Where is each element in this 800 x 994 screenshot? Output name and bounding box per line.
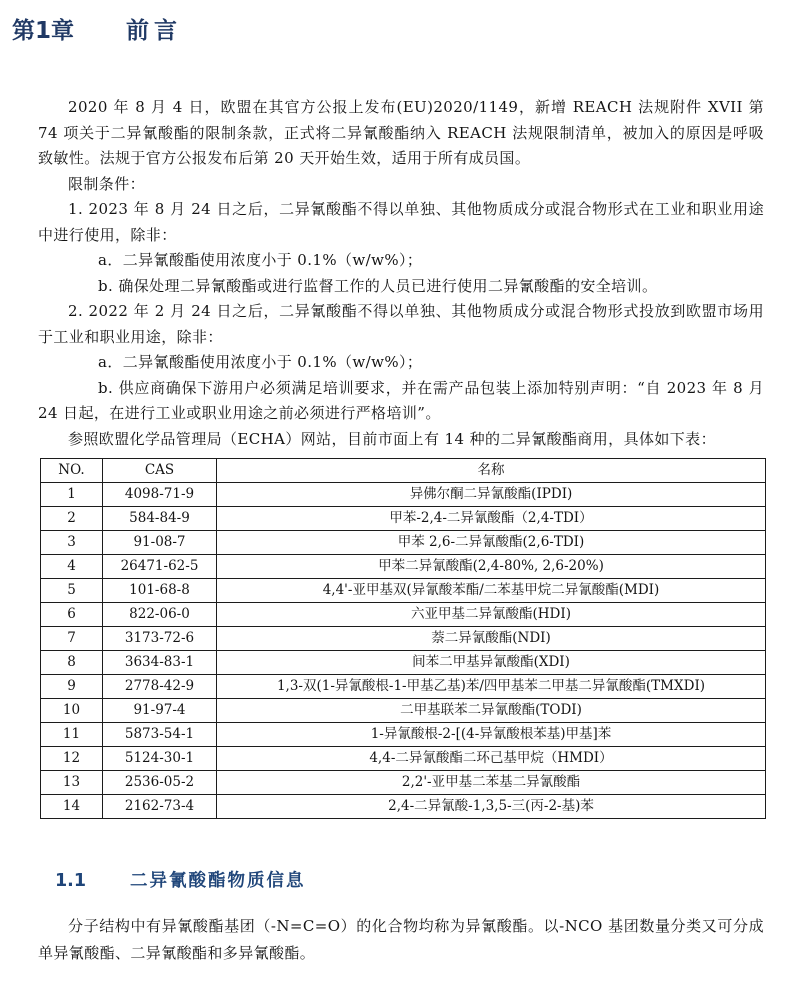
table-cell: 甲苯 2,6-二异氰酸酯(2,6-TDI): [217, 531, 766, 555]
table-cell: 甲苯二异氰酸酯(2,4-80%, 2,6-20%): [217, 555, 766, 579]
table-row: [41, 555, 766, 579]
table-cell: 584-84-9: [103, 507, 217, 531]
table-cell: 3173-72-6: [103, 627, 217, 651]
table-cell: 2,2'-亚甲基二苯基二异氰酸酯: [217, 771, 766, 795]
column-header: CAS: [103, 459, 217, 483]
table-cell: 5873-54-1: [103, 723, 217, 747]
table-body: [41, 483, 766, 819]
table-cell: 1-异氰酸根-2-[(4-异氰酸根苯基)甲基]苯: [217, 723, 766, 747]
table-row: [41, 699, 766, 723]
table-row: [41, 507, 766, 531]
paragraph: 分子结构中有异氰酸酯基团（-N=C=O）的化合物均称为异氰酸酯。以-NCO 基团数量分类又可分成单异氰酸酯、二异氰酸酯和多异氰酸酯。: [38, 917, 764, 962]
paragraph: 2020 年 8 月 4 日，欧盟在其官方公报上发布(EU)2020/1149，新增 REACH 法规附件 XVII 第 74 项关于二异氰酸酯的限制条款，正式将二异氰酸酯纳入 REACH 法规限制清单，被加入的原因是呼吸致敏性。法规于官方公报发布后第 20 天开始生效，适用于所有成员国。: [38, 98, 764, 167]
table-cell: 1,3-双(1-异氰酸根-1-甲基乙基)苯/四甲基苯二甲基二异氰酸酯(TMXDI): [217, 675, 766, 699]
table-cell: 5124-30-1: [103, 747, 217, 771]
table-cell: 11: [41, 723, 103, 747]
table-header: [41, 459, 766, 483]
table-row: [41, 579, 766, 603]
table-cell: 26471-62-5: [103, 555, 217, 579]
chapter-number: 第1章: [12, 18, 75, 44]
paragraph: b. 确保处理二异氰酸酯或进行监督工作的人员已进行使用二异氰酸酯的安全培训。: [98, 276, 658, 295]
paragraph: a．二异氰酸酯使用浓度小于 0.1%（w/w%）；: [98, 251, 423, 269]
table-cell: 4,4-二异氰酸酯二环己基甲烷（HMDI）: [217, 747, 766, 771]
table-cell: 3634-83-1: [103, 651, 217, 675]
chapter-title: [12, 16, 800, 46]
table-cell: 6: [41, 603, 103, 627]
table-cell: 10: [41, 699, 103, 723]
paragraph: a．二异氰酸酯使用浓度小于 0.1%（w/w%）；: [98, 353, 423, 371]
column-header: 名称: [217, 459, 766, 483]
table-cell: 4: [41, 555, 103, 579]
section-paragraphs: [38, 913, 764, 967]
table-row: [41, 675, 766, 699]
paragraph: b. 供应商确保下游用户必须满足培训要求，并在需产品包装上添加特别声明：“自 2023 年 8 月 24 日起，在进行工业或职业用途之前必须进行严格培训”。: [38, 378, 764, 422]
chapter-title-text: 前言: [126, 18, 183, 44]
table-row: [41, 603, 766, 627]
table-cell: 4098-71-9: [103, 483, 217, 507]
table-header-row: [41, 459, 766, 483]
table-row: [41, 723, 766, 747]
table-cell: 12: [41, 747, 103, 771]
column-header: NO.: [41, 459, 103, 483]
table-row: [41, 795, 766, 819]
table-cell: 101-68-8: [103, 579, 217, 603]
section-heading-text: 二异氰酸酯物质信息: [130, 871, 306, 891]
table-row: [41, 771, 766, 795]
table-cell: 3: [41, 531, 103, 555]
paragraph: 限制条件：: [68, 174, 146, 193]
table-row: [41, 747, 766, 771]
section-heading: [55, 869, 764, 893]
table-cell: 2: [41, 507, 103, 531]
table-cell: 14: [41, 795, 103, 819]
table-cell: 822-06-0: [103, 603, 217, 627]
paragraph: 参照欧盟化学品管理局（ECHA）网站，目前市面上有 14 种的二异氰酸酯商用，具体如下表：: [68, 429, 716, 448]
table-cell: 2162-73-4: [103, 795, 217, 819]
diisocyanate-table: [40, 458, 766, 819]
paragraph: 2. 2022 年 2 月 24 日之后，二异氰酸酯不得以单独、其他物质成分或混合物形式投放到欧盟市场用于工业和职业用途，除非：: [38, 302, 764, 346]
table-cell: 91-97-4: [103, 699, 217, 723]
table-cell: 2,4-二异氰酸-1,3,5-三(丙-2-基)苯: [217, 795, 766, 819]
table-row: [41, 627, 766, 651]
table-cell: 91-08-7: [103, 531, 217, 555]
table-cell: 13: [41, 771, 103, 795]
table-cell: 4,4'-亚甲基双(异氰酸苯酯/二苯基甲烷二异氰酸酯(MDI): [217, 579, 766, 603]
intro-paragraphs: [38, 95, 764, 452]
table-cell: 萘二异氰酸酯(NDI): [217, 627, 766, 651]
table-cell: 2536-05-2: [103, 771, 217, 795]
table-cell: 六亚甲基二异氰酸酯(HDI): [217, 603, 766, 627]
table-row: [41, 531, 766, 555]
table-cell: 2778-42-9: [103, 675, 217, 699]
table-row: [41, 651, 766, 675]
table-cell: 1: [41, 483, 103, 507]
table-row: [41, 483, 766, 507]
table-cell: 间苯二甲基异氰酸酯(XDI): [217, 651, 766, 675]
table-cell: 7: [41, 627, 103, 651]
paragraph: 1. 2023 年 8 月 24 日之后，二异氰酸酯不得以单独、其他物质成分或混合物形式在工业和职业用途中进行使用，除非：: [38, 200, 764, 244]
table-cell: 二甲基联苯二异氰酸酯(TODI): [217, 699, 766, 723]
table-cell: 9: [41, 675, 103, 699]
section-number: 1.1: [55, 871, 87, 891]
table-cell: 异佛尔酮二异氰酸酯(IPDI): [217, 483, 766, 507]
table-cell: 5: [41, 579, 103, 603]
table-cell: 甲苯-2,4-二异氰酸酯（2,4-TDI）: [217, 507, 766, 531]
table-cell: 8: [41, 651, 103, 675]
